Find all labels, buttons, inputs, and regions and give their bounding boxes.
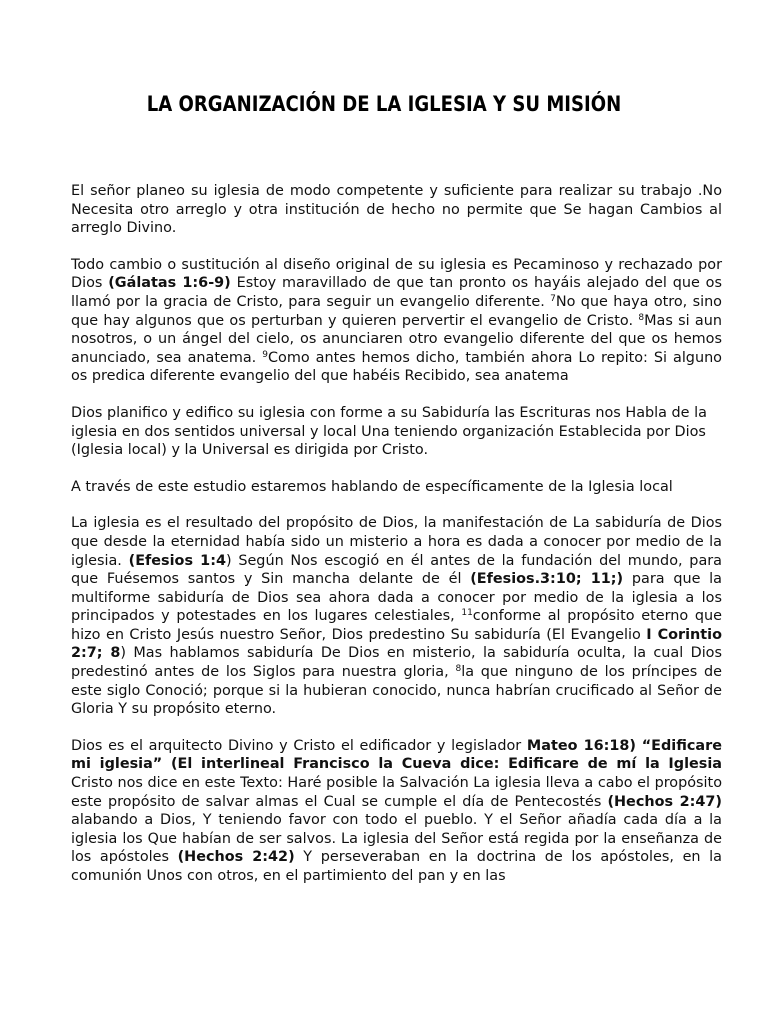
text-run: para que la multiforme sabiduría de Dios sea ahora dada a conocer por medio de la iglesia a los principados y potestades en los lugares celestiales,	[71, 571, 722, 625]
paragraph-resultado	[71, 514, 722, 719]
text-run: Cristo nos dice en este Texto: Haré posible la Salvación La iglesia lleva a cabo el propósito este propósito de salvar almas el Cual se cumple el día de Pentecostés	[71, 775, 722, 810]
paragraph-planifico	[71, 404, 722, 460]
text-run: Todo cambio o sustitución al diseño original de su iglesia es Pecaminoso y rechazado por Dios	[71, 256, 722, 292]
text-run: A través de este estudio estaremos hablando de específicamente de la Iglesia local	[71, 478, 673, 495]
text-run: Como antes hemos dicho, también ahora Lo repito: Si alguno os predica diferente evangelio del que habéis Recibido, sea anatema	[71, 349, 722, 385]
text-run: ) Según Nos escogió en él antes de la fundación del mundo, para que Fuésemos santos y Sin mancha delante de él	[71, 552, 723, 588]
verse-number: 9	[262, 349, 268, 360]
verse-number: 11	[461, 608, 473, 619]
verse-number: 8	[455, 664, 462, 675]
text-run: Dios planifico y edifico su iglesia con forme a su Sabiduría las Escrituras nos Habla de la iglesia en dos sentidos universal y local Una teniendo organización Establecida por Dios (Iglesia local) y la Universal es dirigida por Cristo.	[71, 404, 707, 459]
text-run: Y perseveraban en la doctrina de los apóstoles, en la comunión Unos con otros, en el partimiento del pan y en las	[71, 849, 722, 884]
paragraph-galatas	[71, 256, 722, 386]
text-run: Estoy maravillado de que tan pronto os hayáis alejado del que os llamó por la gracia de Cristo, para seguir un evangelio diferente.	[71, 275, 722, 310]
text-run: Mas si aun nosotros, o un ángel del cielo, os anunciaren otro evangelio diferente del que os hemos anunciado, sea anatema.	[71, 312, 722, 366]
scripture-reference: (Efesios 1:4	[128, 552, 226, 569]
paragraph-intro	[71, 182, 722, 238]
document-body	[71, 182, 722, 904]
text-run: El señor planeo su iglesia de modo competente y suficiente para realizar su trabajo .No Necesita otro arreglo y otra institución de hecho no permite que Se hagan Cambios al arreglo Divino.	[71, 183, 722, 237]
scripture-reference: “Edificare mi iglesia” (El interlineal Francisco la Cueva dice: Edificare de mí la Iglesia	[71, 737, 722, 773]
scripture-reference: (Hechos 2:42)	[177, 849, 295, 866]
text-run: No que haya otro, sino que hay algunos que os perturban y quieren pervertir el evangelio de Cristo.	[71, 293, 722, 329]
page-title: LA ORGANIZACIÓN DE LA IGLESIA Y SU MISIÓN	[146, 92, 622, 116]
scripture-reference: (Efesios.3:10; 11;)	[470, 571, 624, 588]
text-run: La iglesia es el resultado del propósito de Dios, la manifestación de La sabiduría de Dios que desde la eternidad había sido un misterio a hora es dada a conocer por medio de la iglesia.	[71, 515, 722, 569]
paragraph-estudio	[71, 478, 722, 497]
paragraph-arquitecto	[71, 737, 722, 886]
verse-number: 8	[638, 312, 645, 323]
text-run: Dios es el arquitecto Divino y Cristo el edificador y legislador	[71, 737, 527, 754]
text-run: ) Mas hablamos sabiduría De Dios en misterio, la sabiduría oculta, la cual Dios predestinó antes de los Siglos para nuestra gloria,	[71, 645, 722, 681]
text-run: alabando a Dios, Y teniendo favor con todo el pueblo. Y el Señor añadía cada día a la iglesia los Que habían de ser salvos. La iglesia del Señor está regida por la enseñanza de los apóstoles	[71, 812, 722, 866]
scripture-reference: (Gálatas 1:6-9)	[108, 275, 231, 292]
scripture-reference: Mateo 16:18)	[526, 737, 636, 754]
scripture-reference: I Corintio 2:7; 8	[71, 626, 723, 662]
verse-number: 7	[550, 293, 556, 304]
text-run: la que ninguno de los príncipes de este siglo Conoció; porque si la hubieran conocido, nunca habrían crucificado al Señor de Gloria Y su propósito eterno.	[71, 664, 722, 718]
scripture-reference: (Hechos 2:47)	[607, 793, 722, 810]
text-run: conforme al propósito eterno que hizo en Cristo Jesús nuestro Señor, Dios predestino Su sabiduría (El Evangelio	[71, 608, 722, 643]
